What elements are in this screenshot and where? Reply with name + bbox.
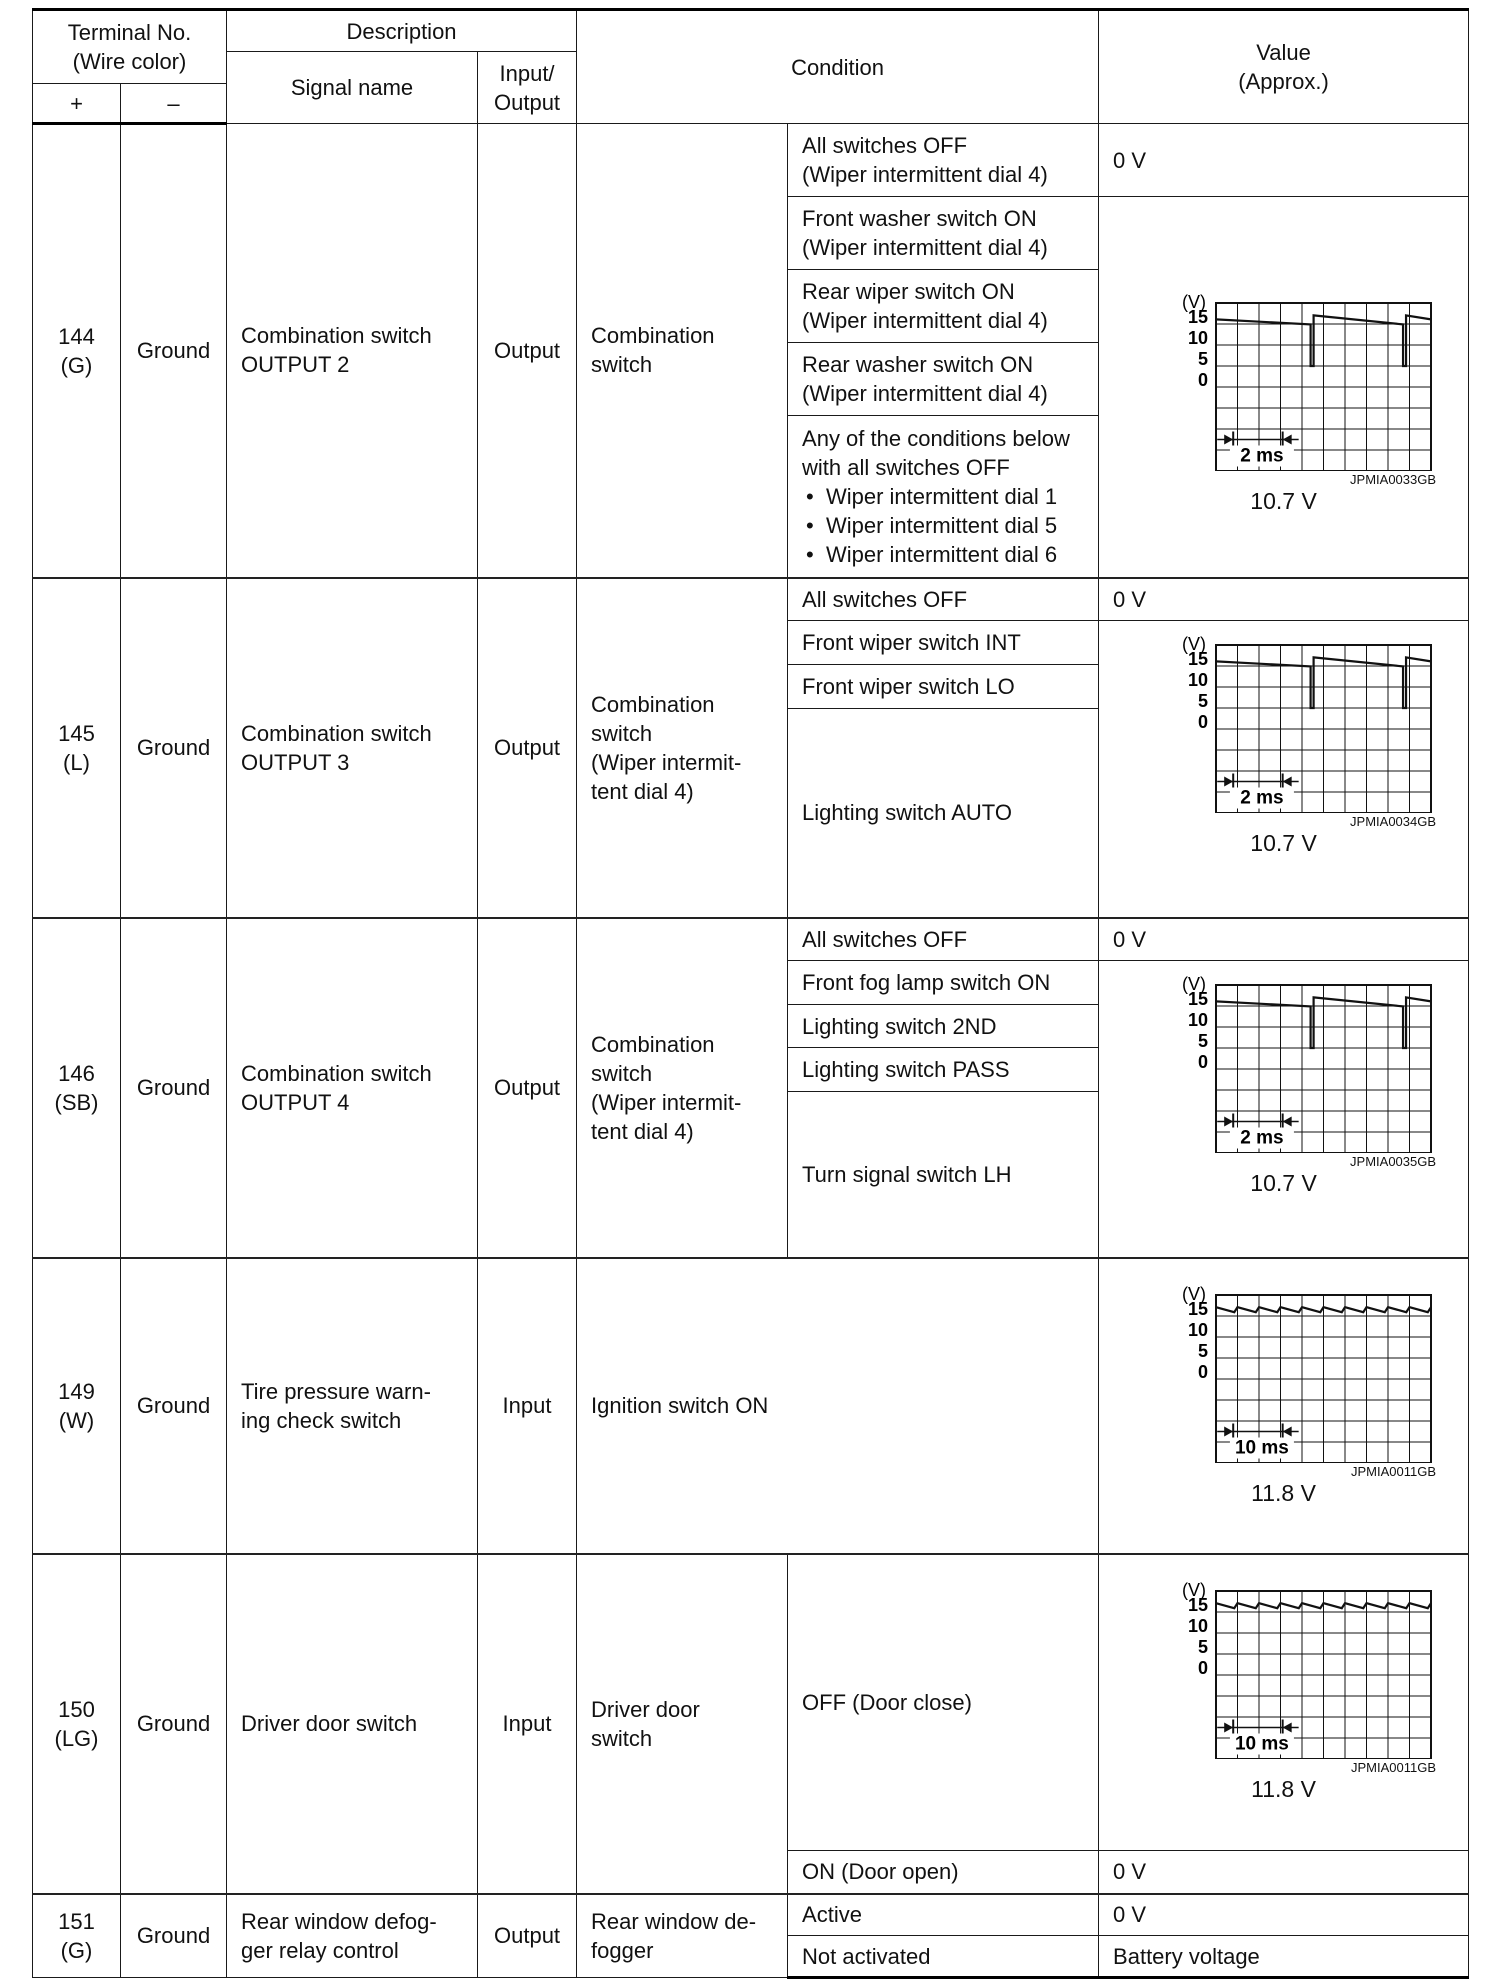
terminal-number: 145	[58, 720, 95, 746]
terminal-number: 149	[58, 1378, 95, 1404]
wire-color: (SB)	[54, 1089, 99, 1115]
scope-tick-label: 10	[1187, 328, 1208, 348]
table-row	[33, 918, 1469, 961]
terminal-cell	[33, 1258, 121, 1554]
oscilloscope-waveform	[1134, 281, 1434, 471]
condition-header: Condition	[577, 10, 1099, 124]
subcondition-line: with all switches OFF	[802, 454, 1010, 480]
waveform-cell	[1099, 1258, 1469, 1554]
minus-cell: Ground	[121, 124, 227, 578]
terminal-cell	[33, 1554, 121, 1894]
minus-cell: Ground	[121, 1554, 227, 1894]
value-cell: 0 V	[1099, 1851, 1469, 1894]
subcondition-cell: OFF (Door close)	[788, 1554, 1099, 1851]
condition-line: switch	[591, 720, 653, 746]
subcondition-cell: Front wiper switch LO	[788, 665, 1099, 709]
scope-tick-label: 15	[1187, 307, 1208, 327]
signal-line: Combination switch	[241, 323, 432, 349]
approx-label: (Approx.)	[1238, 69, 1329, 94]
subcondition-cell: ON (Door open)	[788, 1851, 1099, 1894]
description-header: Description	[227, 10, 577, 52]
subcondition-line: (Wiper intermittent dial 4)	[802, 381, 1048, 406]
figure-code: JPMIA0011GB	[1351, 1463, 1437, 1479]
signal-line: ger relay control	[241, 1937, 399, 1963]
time-scale-arrow	[1224, 1426, 1233, 1436]
value-label: Value	[1256, 40, 1311, 65]
terminal-table	[32, 8, 1469, 1979]
subcondition-cell: Not activated	[788, 1936, 1099, 1978]
scope-tick-label: 0	[1197, 1657, 1208, 1678]
oscilloscope-waveform	[1134, 1273, 1434, 1463]
figure-code: JPMIA0011GB	[1351, 1759, 1437, 1775]
subcondition-cell	[788, 416, 1099, 578]
scope-tick-label: 5	[1197, 1636, 1208, 1657]
condition-line: switch	[591, 1725, 653, 1751]
io-header	[478, 52, 577, 124]
condition-line: Driver door	[591, 1696, 700, 1722]
wire-color-label: (Wire color)	[72, 49, 187, 74]
wire-color: (W)	[58, 1407, 95, 1433]
table-row	[33, 124, 1469, 197]
scope-tick-label: 10	[1187, 1319, 1208, 1340]
bullet-item: • Wiper intermittent dial 5	[806, 512, 1058, 538]
table-row	[33, 578, 1469, 621]
subcondition-cell: Lighting switch AUTO	[788, 709, 1099, 918]
subcondition-cell: Lighting switch 2ND	[788, 1005, 1099, 1048]
scope-tick-label: 10	[1187, 670, 1208, 690]
oscilloscope-waveform	[1134, 1569, 1434, 1759]
condition-line: switch	[591, 352, 653, 378]
condition-cell	[577, 1554, 788, 1894]
io-label-1: Input/	[499, 60, 555, 86]
bullet-text: Wiper intermittent dial 1	[825, 483, 1058, 509]
io-cell: Output	[478, 918, 577, 1258]
value-cell: 0 V	[1099, 918, 1469, 961]
condition-cell: Ignition switch ON	[577, 1258, 1099, 1554]
scope-tick-label: 0	[1197, 1052, 1208, 1072]
time-scale-arrow	[1282, 777, 1291, 787]
bullet-text: Wiper intermittent dial 6	[825, 541, 1058, 567]
scope-unit-label: (V)	[1181, 634, 1206, 654]
time-scale-label: 10 ms	[1234, 1733, 1289, 1754]
condition-line: tent dial 4)	[591, 778, 694, 804]
signal-line: OUTPUT 2	[241, 352, 350, 378]
time-scale-arrow	[1224, 1117, 1233, 1127]
signal-line: Driver door switch	[241, 1711, 418, 1736]
signal-name-cell	[227, 918, 478, 1258]
table-row	[33, 1894, 1469, 1936]
waveform-value: 11.8 V	[1251, 1775, 1316, 1802]
subcondition-cell	[788, 197, 1099, 270]
scope-unit-label: (V)	[1181, 292, 1206, 312]
wire-color: (L)	[63, 749, 90, 775]
waveform-block	[1099, 961, 1468, 1197]
signal-name-cell	[227, 124, 478, 578]
signal-line: OUTPUT 3	[241, 749, 350, 775]
subcondition-line: (Wiper intermittent dial 4)	[802, 162, 1048, 187]
signal-line: Combination switch	[241, 720, 432, 746]
subcondition-cell	[788, 270, 1099, 343]
wire-color: (G)	[60, 1937, 93, 1963]
condition-line: Combination	[591, 691, 715, 717]
terminal-cell	[33, 918, 121, 1258]
value-cell: 0 V	[1099, 1894, 1469, 1936]
time-scale-arrow	[1224, 1722, 1233, 1732]
scope-unit-label: (V)	[1181, 1579, 1206, 1600]
scope-tick-label: 5	[1197, 1031, 1208, 1051]
terminal-label: Terminal No.	[67, 20, 192, 45]
scope-tick-label: 15	[1187, 649, 1208, 669]
table-row	[33, 1258, 1469, 1554]
minus-header: –	[121, 84, 227, 124]
io-cell: Output	[478, 1894, 577, 1978]
figure-code: JPMIA0034GB	[1350, 814, 1437, 829]
waveform-value: 10.7 V	[1250, 488, 1317, 514]
condition-cell	[577, 124, 788, 578]
signal-line: Tire pressure warn-	[241, 1378, 431, 1404]
waveform-cell	[1099, 621, 1469, 918]
figure-code: JPMIA0035GB	[1350, 1154, 1437, 1169]
subcondition-cell: All switches OFF	[788, 578, 1099, 621]
signal-name-cell	[227, 1554, 478, 1894]
bullet-text: Wiper intermittent dial 5	[825, 512, 1058, 538]
waveform-cell	[1099, 1554, 1469, 1851]
scope-unit-label: (V)	[1181, 1283, 1206, 1304]
scope-tick-label: 10	[1187, 1615, 1208, 1636]
condition-cell	[577, 918, 788, 1258]
scope-tick-label: 15	[1187, 1298, 1208, 1319]
terminal-number: 150	[58, 1696, 95, 1722]
condition-cell	[577, 1894, 788, 1978]
scope-unit-label: (V)	[1181, 974, 1206, 994]
waveform-block	[1099, 621, 1468, 857]
terminal-cell	[33, 1894, 121, 1978]
subcondition-cell: Lighting switch PASS	[788, 1048, 1099, 1092]
subcondition-line: Front washer switch ON	[802, 206, 1037, 231]
subcondition-line: All switches OFF	[802, 133, 968, 158]
oscilloscope-waveform	[1134, 963, 1434, 1153]
time-scale-arrow	[1224, 435, 1233, 445]
figure-code: JPMIA0033GB	[1350, 472, 1437, 487]
terminal-number: 146	[58, 1060, 95, 1086]
subcondition-line: (Wiper intermittent dial 4)	[802, 308, 1048, 333]
plus-header: +	[33, 84, 121, 124]
table-row	[33, 1554, 1469, 1851]
time-scale-arrow	[1282, 1722, 1291, 1732]
time-scale-arrow	[1282, 435, 1291, 445]
signal-name-cell	[227, 1894, 478, 1978]
signal-name-cell	[227, 578, 478, 918]
scope-tick-label: 0	[1197, 370, 1208, 390]
bullet-item: • Wiper intermittent dial 6	[806, 541, 1058, 567]
condition-line: (Wiper intermit-	[591, 749, 742, 775]
terminal-number: 151	[58, 1908, 95, 1934]
scope-tick-label: 0	[1197, 1361, 1208, 1382]
io-cell: Input	[478, 1258, 577, 1554]
scope-tick-label: 10	[1187, 1010, 1208, 1030]
io-cell: Input	[478, 1554, 577, 1894]
bullet-item: • Wiper intermittent dial 1	[806, 483, 1058, 509]
time-scale-arrow	[1282, 1426, 1291, 1436]
waveform-block	[1099, 197, 1468, 515]
value-cell: Battery voltage	[1099, 1936, 1469, 1978]
subcondition-line: (Wiper intermittent dial 4)	[802, 235, 1048, 260]
signal-line: Combination switch	[241, 1060, 432, 1086]
oscilloscope-waveform	[1134, 623, 1434, 813]
subcondition-cell	[788, 124, 1099, 197]
time-scale-label: 2 ms	[1239, 787, 1284, 809]
subcondition-cell: Turn signal switch LH	[788, 1092, 1099, 1258]
io-cell: Output	[478, 578, 577, 918]
value-cell: 0 V	[1099, 578, 1469, 621]
value-header	[1099, 10, 1469, 124]
condition-line: switch	[591, 1060, 653, 1086]
minus-cell: Ground	[121, 918, 227, 1258]
wire-color: (LG)	[54, 1725, 99, 1751]
scope-tick-label: 5	[1197, 691, 1208, 711]
time-scale-arrow	[1282, 1117, 1291, 1127]
waveform-cell	[1099, 197, 1469, 578]
time-scale-label: 2 ms	[1239, 445, 1284, 467]
condition-line: Combination	[591, 1031, 715, 1057]
minus-cell: Ground	[121, 1894, 227, 1978]
terminal-header	[33, 10, 227, 84]
wire-color: (G)	[60, 352, 93, 378]
condition-line: tent dial 4)	[591, 1118, 694, 1144]
condition-cell	[577, 578, 788, 918]
signal-line: OUTPUT 4	[241, 1089, 350, 1115]
subcondition-cell: Front wiper switch INT	[788, 621, 1099, 665]
scope-tick-label: 0	[1197, 712, 1208, 732]
time-scale-arrow	[1224, 777, 1233, 787]
terminal-number: 144	[58, 323, 95, 349]
subcondition-cell	[788, 343, 1099, 416]
signal-line: Rear window defog-	[241, 1908, 437, 1934]
value-cell: 0 V	[1099, 124, 1469, 197]
condition-line: (Wiper intermit-	[591, 1089, 742, 1115]
condition-line: Rear window de-	[591, 1908, 757, 1934]
subcondition-cell: Active	[788, 1894, 1099, 1936]
signal-name-header: Signal name	[227, 52, 478, 124]
io-cell: Output	[478, 124, 577, 578]
subcondition-line: Rear wiper switch ON	[802, 279, 1015, 304]
terminal-cell	[33, 578, 121, 918]
io-label-2: Output	[494, 89, 561, 115]
condition-line: fogger	[591, 1937, 654, 1963]
time-scale-label: 10 ms	[1234, 1437, 1289, 1458]
waveform-block	[1099, 1555, 1468, 1803]
waveform-value: 11.8 V	[1251, 1479, 1316, 1506]
signal-name-cell	[227, 1258, 478, 1554]
scope-tick-label: 15	[1187, 1594, 1208, 1615]
condition-line: Combination	[591, 323, 715, 349]
scope-tick-label: 5	[1197, 349, 1208, 369]
subcondition-cell: Front fog lamp switch ON	[788, 961, 1099, 1005]
time-scale-label: 2 ms	[1239, 1127, 1284, 1149]
scope-tick-label: 5	[1197, 1340, 1208, 1361]
subcondition-cell: All switches OFF	[788, 918, 1099, 961]
subcondition-line: Rear washer switch ON	[802, 352, 1034, 377]
waveform-value: 10.7 V	[1250, 1170, 1317, 1196]
scope-tick-label: 15	[1187, 989, 1208, 1009]
waveform-block	[1099, 1259, 1468, 1507]
signal-line: ing check switch	[241, 1407, 402, 1433]
subcondition-line: Any of the conditions below	[802, 425, 1070, 451]
terminal-cell	[33, 124, 121, 578]
minus-cell: Ground	[121, 578, 227, 918]
minus-cell: Ground	[121, 1258, 227, 1554]
waveform-cell	[1099, 961, 1469, 1258]
waveform-value: 10.7 V	[1250, 830, 1317, 856]
